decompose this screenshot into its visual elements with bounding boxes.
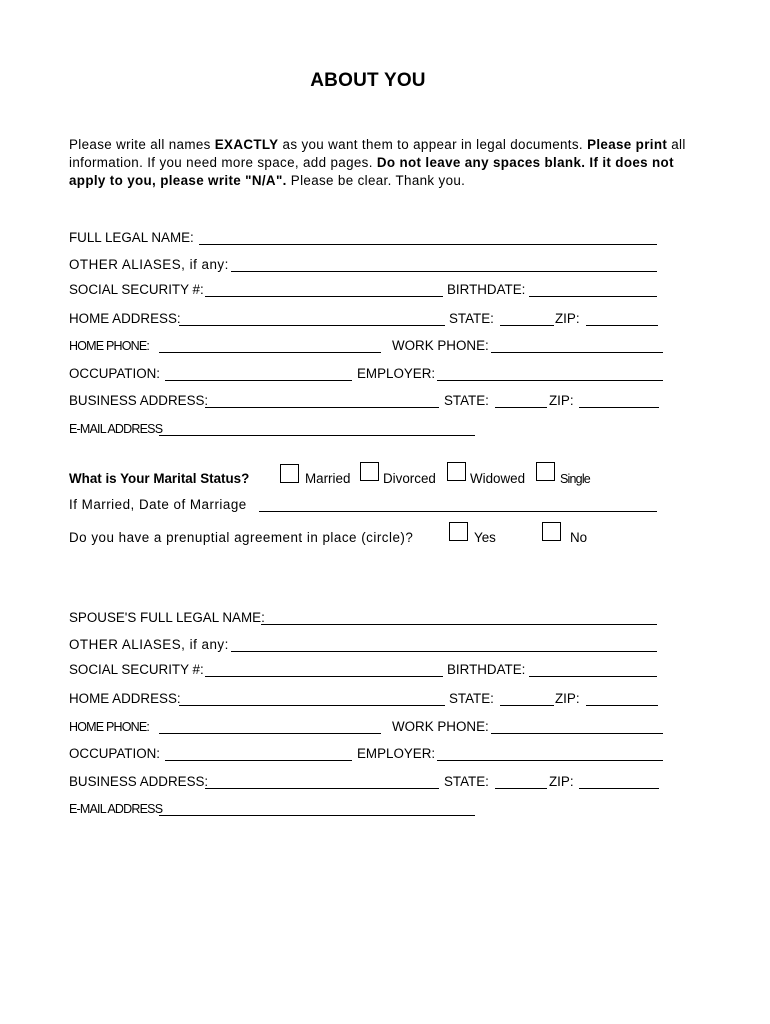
spouse-business-state-label: STATE: (444, 774, 489, 789)
client-email-label: E-MAIL ADDRESS (69, 422, 163, 436)
spouse-email-label: E-MAIL ADDRESS (69, 802, 163, 816)
spouse-birthdate-label: BIRTHDATE: (447, 662, 526, 677)
spouse-home-address-row (69, 689, 669, 709)
client-full-name-row (69, 228, 669, 248)
divorced-label: Divorced (383, 471, 436, 486)
prenup-no-label: No (570, 530, 588, 545)
spouse-occupation-label: OCCUPATION: (69, 746, 161, 761)
divorced-checkbox[interactable] (360, 462, 379, 481)
spouse-zip-field[interactable] (586, 705, 658, 706)
marital-status-row (69, 464, 709, 490)
client-ssn-label: SOCIAL SECURITY #: (69, 282, 204, 297)
spouse-occupation-row (69, 744, 669, 764)
client-email-field[interactable] (159, 435, 475, 436)
spouse-ssn-row (69, 660, 669, 680)
spouse-email-row (69, 799, 669, 819)
instructions-text-1: Please write all names (69, 137, 215, 152)
client-home-address-row (69, 309, 669, 329)
client-ssn-row (69, 280, 669, 300)
client-occupation-row (69, 364, 669, 384)
married-checkbox[interactable] (280, 464, 299, 483)
client-aliases-label: OTHER ALIASES, if any: (69, 257, 229, 272)
client-occupation-field[interactable] (165, 380, 352, 381)
client-ssn-field[interactable] (205, 296, 443, 297)
spouse-business-zip-field[interactable] (579, 788, 659, 789)
instructions-bold-1: EXACTLY (214, 137, 279, 152)
spouse-full-name-row (69, 608, 669, 628)
single-label: Single (560, 472, 590, 486)
instructions (69, 136, 709, 190)
client-business-state-field[interactable] (495, 407, 547, 408)
page-title: ABOUT YOU (310, 70, 426, 91)
spouse-state-field[interactable] (500, 705, 554, 706)
client-zip-label: ZIP: (555, 311, 580, 326)
client-state-field[interactable] (500, 325, 554, 326)
prenup-row (69, 522, 709, 548)
marriage-date-label: If Married, Date of Marriage (69, 497, 247, 512)
spouse-ssn-field[interactable] (205, 676, 443, 677)
client-home-phone-label: HOME PHONE: (69, 339, 150, 353)
spouse-business-address-row (69, 772, 669, 792)
prenup-yes-label: Yes (474, 530, 496, 545)
spouse-aliases-field[interactable] (231, 651, 657, 652)
marital-status-question: What is Your Marital Status? (69, 471, 250, 486)
widowed-checkbox[interactable] (447, 462, 466, 481)
client-phone-row (69, 336, 669, 356)
client-full-name-field[interactable] (199, 244, 657, 245)
spouse-phone-row (69, 717, 669, 737)
married-label: Married (305, 471, 351, 486)
prenup-question: Do you have a prenuptial agreement in place (circle)? (69, 530, 414, 545)
client-birthdate-label: BIRTHDATE: (447, 282, 526, 297)
spouse-business-state-field[interactable] (495, 788, 547, 789)
client-business-address-row (69, 391, 669, 411)
client-home-address-field[interactable] (179, 325, 445, 326)
client-zip-field[interactable] (586, 325, 658, 326)
spouse-business-zip-label: ZIP: (549, 774, 574, 789)
instructions-bold-2: Please print (587, 137, 668, 152)
spouse-email-field[interactable] (159, 815, 475, 816)
client-work-phone-label: WORK PHONE: (392, 338, 489, 353)
client-business-zip-field[interactable] (579, 407, 659, 408)
spouse-home-address-label: HOME ADDRESS: (69, 691, 181, 706)
spouse-home-address-field[interactable] (179, 705, 445, 706)
client-work-phone-field[interactable] (491, 352, 663, 353)
marriage-date-row (69, 495, 669, 515)
instructions-text-2: as you want them to appear in legal documents. (278, 137, 588, 152)
spouse-aliases-label: OTHER ALIASES, if any: (69, 637, 229, 652)
prenup-yes-checkbox[interactable] (449, 522, 468, 541)
client-employer-field[interactable] (437, 380, 663, 381)
client-state-label: STATE: (449, 311, 494, 326)
spouse-work-phone-field[interactable] (491, 733, 663, 734)
spouse-state-label: STATE: (449, 691, 494, 706)
marriage-date-field[interactable] (259, 511, 657, 512)
client-home-address-label: HOME ADDRESS: (69, 311, 181, 326)
client-business-address-field[interactable] (205, 407, 439, 408)
client-birthdate-field[interactable] (529, 296, 657, 297)
client-business-state-label: STATE: (444, 393, 489, 408)
prenup-no-checkbox[interactable] (542, 522, 561, 541)
spouse-home-phone-label: HOME PHONE: (69, 720, 150, 734)
client-aliases-field[interactable] (231, 271, 657, 272)
client-aliases-row (69, 255, 669, 275)
spouse-birthdate-field[interactable] (529, 676, 657, 677)
instructions-bold-3: Do not leave any spaces blank. If it does not apply to you, please write "N/A". (69, 155, 674, 188)
single-checkbox[interactable] (536, 462, 555, 481)
spouse-employer-label: EMPLOYER: (357, 746, 436, 761)
spouse-business-address-label: BUSINESS ADDRESS: (69, 774, 209, 789)
client-full-name-label: FULL LEGAL NAME: (69, 230, 194, 245)
client-home-phone-field[interactable] (159, 352, 381, 353)
spouse-full-name-label: SPOUSE'S FULL LEGAL NAME: (69, 610, 265, 625)
spouse-zip-label: ZIP: (555, 691, 580, 706)
instructions-text-4: Please be clear. Thank you. (286, 173, 466, 188)
instructions-text-3: all information. If you need more space, add pages. (69, 137, 686, 170)
spouse-employer-field[interactable] (437, 760, 663, 761)
spouse-work-phone-label: WORK PHONE: (392, 719, 489, 734)
spouse-ssn-label: SOCIAL SECURITY #: (69, 662, 204, 677)
client-email-row (69, 419, 669, 439)
client-business-zip-label: ZIP: (549, 393, 574, 408)
spouse-home-phone-field[interactable] (159, 733, 381, 734)
spouse-occupation-field[interactable] (165, 760, 352, 761)
client-occupation-label: OCCUPATION: (69, 366, 161, 381)
widowed-label: Widowed (470, 471, 526, 486)
client-employer-label: EMPLOYER: (357, 366, 436, 381)
spouse-full-name-field[interactable] (261, 624, 657, 625)
client-business-address-label: BUSINESS ADDRESS: (69, 393, 209, 408)
spouse-aliases-row (69, 635, 669, 655)
spouse-business-address-field[interactable] (205, 788, 439, 789)
